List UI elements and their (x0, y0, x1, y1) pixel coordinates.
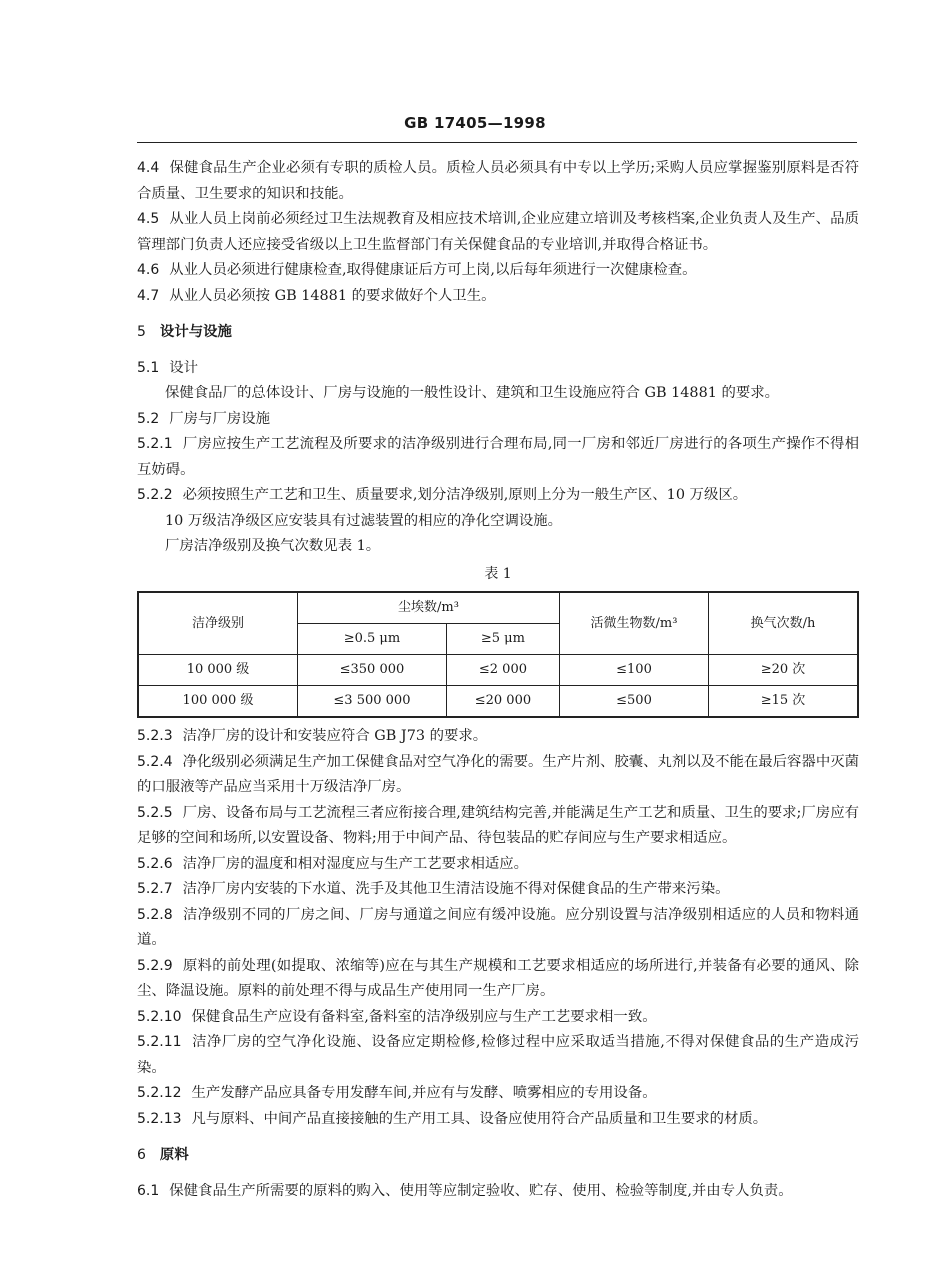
clause-4-6 (137, 258, 859, 284)
clause-text: 保健食品生产应设有备料室,备料室的洁净级别应与生产工艺要求相一致。 (191, 1008, 657, 1025)
clause-5-2-10 (137, 1005, 859, 1031)
clause-5-2-4 (137, 750, 859, 801)
clause-text: 洁净级别不同的厂房之间、厂房与通道之间应有缓冲设施。应分别设置与洁净级别相适应的人员和物料通道。 (137, 906, 859, 948)
clause-number: 5.2.1 (137, 436, 173, 452)
clause-5-2-2 (137, 483, 859, 509)
cell-microbe: ≤500 (560, 686, 709, 718)
clause-text: 设计 (169, 359, 199, 376)
table-caption: 表 1 (484, 565, 512, 582)
cell-microbe: ≤100 (560, 655, 709, 686)
cell-dust-05um: ≤350 000 (298, 655, 447, 686)
section-number: 5 (137, 324, 146, 340)
clause-5-2-13 (137, 1107, 859, 1133)
clause-5-2 (137, 407, 859, 433)
clause-5-2-6 (137, 852, 859, 878)
clause-text: 厂房与厂房设施 (169, 410, 271, 427)
clause-text: 从业人员必须进行健康检查,取得健康证后方可上岗,以后每年须进行一次健康检查。 (169, 262, 697, 278)
clause-text: 洁净厂房的空气净化设施、设备应定期检修,检修过程中应采取适当措施,不得对保健食品的生产造成污染。 (137, 1034, 859, 1076)
clause-text: 洁净厂房内安装的下水道、洗手及其他卫生清洁设施不得对保健食品的生产带来污染。 (182, 881, 730, 897)
clause-text: 洁净厂房的温度和相对湿度应与生产工艺要求相适应。 (182, 855, 529, 872)
clause-5-2-3 (137, 724, 859, 750)
clause-number: 6.1 (137, 1182, 160, 1199)
cell-level: 100 000 级 (138, 686, 298, 718)
clause-number: 5.2.13 (137, 1110, 182, 1127)
cell-dust-5um: ≤2 000 (446, 655, 559, 686)
standard-number-header: GB 17405—1998 (404, 114, 546, 132)
clause-number: 4.7 (137, 287, 160, 304)
clause-5-2-1 (137, 432, 859, 483)
clause-text: 厂房、设备布局与工艺流程三者应衔接合理,建筑结构完善,并能满足生产工艺和质量、卫生的要求;厂房应有足够的空间和场所,以安置设备、物料;用于中间产品、待包装品的贮存间应与生产要求相适应。 (137, 804, 859, 846)
clause-5-2-8 (137, 903, 859, 954)
clause-4-5 (137, 207, 859, 258)
clause-text: 厂房应按生产工艺流程及所要求的洁净级别进行合理布局,同一厂房和邻近厂房进行的各项生产操作不得相互妨碍。 (137, 436, 859, 478)
cell-dust-05um: ≤3 500 000 (298, 686, 447, 718)
section-6-heading (137, 1142, 859, 1169)
clause-5-1 (137, 356, 859, 382)
clause-4-4 (137, 156, 859, 207)
clause-text: 生产发酵产品应具备专用发酵车间,并应有与发酵、喷雾相应的专用设备。 (191, 1085, 657, 1101)
clause-5-2-7 (137, 877, 859, 903)
table-row (138, 686, 858, 718)
clause-text: 原料的前处理(如提取、浓缩等)应在与其生产规模和工艺要求相适应的场所进行,并装备有必要的通风、除尘、降温设施。原料的前处理不得与成品生产使用同一生产厂房。 (137, 957, 859, 999)
clause-5-2-9 (137, 954, 859, 1005)
clause-number: 5.2.2 (137, 487, 173, 503)
clause-number: 5.1 (137, 359, 160, 376)
clause-text: 必须按照生产工艺和卫生、质量要求,划分洁净级别,原则上分为一般生产区、10 万级区。 (182, 487, 748, 503)
clause-text: 从业人员上岗前必须经过卫生法规教育及相应技术培训,企业应建立培训及考核档案,企业负责人及生产、品质管理部门负责人还应接受省级以上卫生监督部门有关保健食品的专业培训,并取得合格证书。 (137, 211, 859, 253)
clause-text: 净化级别必须满足生产加工保健食品对空气净化的需要。生产片剂、胶囊、丸剂以及不能在最后容器中灭菌的口服液等产品应当采用十万级洁净厂房。 (137, 753, 859, 795)
clause-number: 5.2.3 (137, 728, 173, 744)
cell-dust-5um: ≤20 000 (446, 686, 559, 718)
clause-6-1 (137, 1179, 859, 1205)
clause-number: 5.2.4 (137, 753, 173, 770)
section-title: 原料 (159, 1146, 189, 1163)
clause-5-2-2-c: 厂房洁净级别及换气次数见表 1。 (165, 538, 381, 554)
clause-number: 4.6 (137, 262, 160, 278)
cell-level: 10 000 级 (138, 655, 298, 686)
clause-number: 5.2.10 (137, 1008, 182, 1025)
clause-5-2-5 (137, 801, 859, 852)
clause-text: 保健食品生产企业必须有专职的质检人员。质检人员必须具有中专以上学历;采购人员应掌握鉴别原料是否符合质量、卫生要求的知识和技能。 (137, 160, 859, 202)
document-body (137, 156, 859, 1204)
header-cleanliness-level: 洁净级别 (138, 592, 298, 655)
clause-5-1-body: 保健食品厂的总体设计、厂房与设施的一般性设计、建筑和卫生设施应符合 GB 14881 的要求。 (165, 385, 780, 401)
clause-number: 5.2.11 (137, 1034, 182, 1050)
header-dust-05um: ≥0.5 μm (298, 624, 447, 655)
header-dust-count: 尘埃数/m³ (298, 592, 560, 624)
header-air-changes: 换气次数/h (709, 592, 859, 655)
clause-5-2-2-b: 10 万级洁净级区应安装具有过滤装置的相应的净化空调设施。 (165, 512, 563, 529)
header-dust-5um: ≥5 μm (446, 624, 559, 655)
cell-air-changes: ≥20 次 (709, 655, 859, 686)
clause-5-2-12 (137, 1081, 859, 1107)
clause-number: 5.2 (137, 410, 160, 427)
table-row (138, 655, 858, 686)
clause-number: 5.2.5 (137, 804, 173, 821)
header-microbe-count: 活微生物数/m³ (560, 592, 709, 655)
section-title: 设计与设施 (159, 323, 232, 340)
clause-4-7 (137, 284, 859, 310)
clause-number: 5.2.7 (137, 881, 173, 897)
clause-number: 5.2.8 (137, 906, 173, 923)
clause-text: 洁净厂房的设计和安装应符合 GB J73 的要求。 (182, 728, 488, 744)
clause-number: 4.5 (137, 211, 160, 227)
clause-text: 凡与原料、中间产品直接接触的生产用工具、设备应使用符合产品质量和卫生要求的材质。 (191, 1110, 768, 1127)
clause-number: 4.4 (137, 160, 160, 176)
section-5-heading (137, 319, 859, 346)
clause-5-2-11 (137, 1030, 859, 1081)
clause-number: 5.2.12 (137, 1085, 182, 1101)
table-header-row (138, 592, 858, 624)
clause-text: 保健食品生产所需要的原料的购入、使用等应制定验收、贮存、使用、检验等制度,并由专人负责。 (169, 1182, 793, 1199)
clause-number: 5.2.6 (137, 855, 173, 872)
header-rule (137, 142, 857, 143)
clause-text: 从业人员必须按 GB 14881 的要求做好个人卫生。 (169, 287, 496, 304)
clause-number: 5.2.9 (137, 957, 173, 974)
section-number: 6 (137, 1147, 146, 1163)
cell-air-changes: ≥15 次 (709, 686, 859, 718)
cleanliness-table (137, 591, 859, 718)
